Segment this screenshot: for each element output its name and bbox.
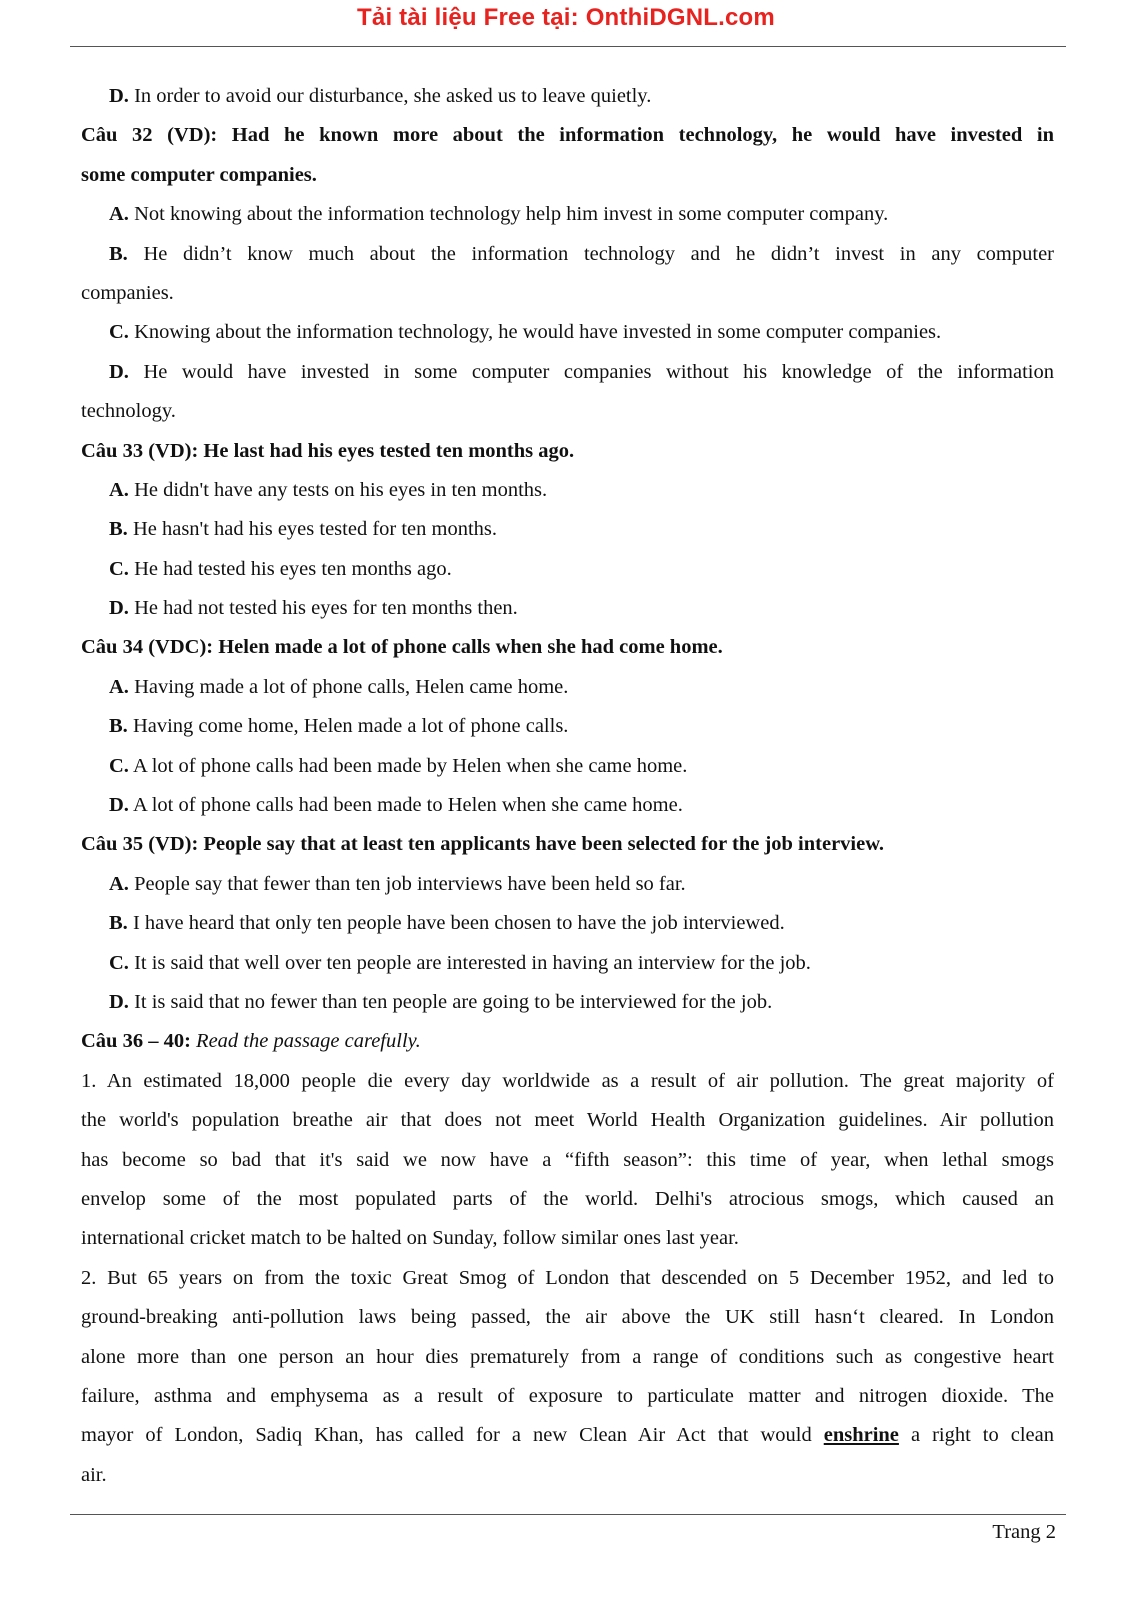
header-divider — [70, 46, 1066, 47]
option-label: C. — [109, 557, 129, 580]
option-label: A. — [109, 203, 129, 226]
option-text: He would have invested in some computer companies without his knowledge of the information — [143, 360, 1054, 383]
passage-p1-line: envelop some of the most populated parts of the world. Delhi's atrocious smogs, which caused an — [81, 1187, 1054, 1210]
q35-option-a — [81, 865, 1054, 904]
option-text: In order to avoid our disturbance, she asked us to leave quietly. — [134, 85, 652, 107]
option-label: A. — [109, 675, 129, 698]
option-label: B. — [109, 715, 128, 738]
q32-option-b — [81, 235, 1054, 274]
option-text: Having come home, Helen made a lot of phone calls. — [132, 715, 569, 738]
q33-option-c — [81, 550, 1054, 589]
option-text: Having made a lot of phone calls, Helen came home. — [134, 675, 569, 698]
q31-option-d — [81, 77, 1054, 116]
q34-option-d — [81, 786, 1054, 825]
option-text: He didn’t know much about the information technology and he didn’t invest in any computer — [143, 242, 1055, 265]
q35-stem: Câu 35 (VD): People say that at least ten applicants have been selected for the job interview. — [81, 833, 885, 856]
passage-p1-line: 1. An estimated 18,000 people die every day worldwide as a result of air pollution. The great majority of — [81, 1069, 1054, 1092]
option-label: B. — [109, 912, 128, 935]
option-label: A. — [109, 872, 129, 895]
q33-option-d — [81, 589, 1054, 628]
passage-text: a right to clean — [910, 1424, 1055, 1447]
site-header[interactable]: Tải tài liệu Free tại: OnthiDGNL.com — [357, 4, 775, 31]
option-text: He hasn't had his eyes tested for ten months. — [132, 518, 498, 541]
q35-option-c — [81, 944, 1054, 983]
option-label: C. — [109, 754, 129, 777]
q34-option-c — [81, 747, 1054, 786]
q32-option-d — [81, 353, 1054, 392]
passage-p2-line: ground-breaking anti-pollution laws being passed, the air above the UK still hasn‘t cleared. In London — [81, 1306, 1054, 1329]
page-number: Trang 2 — [992, 1521, 1056, 1543]
q33-option-b — [81, 510, 1054, 549]
option-label: D. — [109, 597, 129, 620]
passage-p2-line — [81, 1416, 1054, 1455]
q33-stem: Câu 33 (VD): He last had his eyes tested ten months ago. — [81, 439, 575, 462]
option-text: It is said that well over ten people are interested in having an interview for the job. — [134, 951, 811, 974]
passage-p2-line: 2. But 65 years on from the toxic Great Smog of London that descended on 5 December 1952, and led to — [81, 1266, 1054, 1289]
q34-option-a — [81, 668, 1054, 707]
q34-option-b — [81, 707, 1054, 746]
passage-intro-label: Câu 36 – 40: — [81, 1030, 191, 1053]
option-text: It is said that no fewer than ten people are going to be interviewed for the job. — [134, 990, 773, 1013]
passage-p2-line: alone more than one person an hour dies prematurely from a range of conditions such as congestive heart — [81, 1345, 1054, 1368]
q32-option-c — [81, 313, 1054, 352]
passage-p2-line: failure, asthma and emphysema as a result of exposure to particulate matter and nitrogen dioxide. The — [81, 1384, 1054, 1407]
passage-keyword-enshrine: enshrine — [823, 1424, 899, 1447]
q34-stem: Câu 34 (VDC): Helen made a lot of phone calls when she had come home. — [81, 636, 723, 659]
passage-intro — [81, 1022, 1054, 1061]
option-label: C. — [109, 951, 129, 974]
option-text: He didn't have any tests on his eyes in ten months. — [134, 478, 548, 501]
passage-intro-text: Read the passage carefully. — [196, 1030, 421, 1053]
q32-stem-line-2: some computer companies. — [81, 163, 317, 186]
passage-p1-line: has become so bad that it's said we now have a “fifth season”: this time of year, when lethal smogs — [81, 1148, 1054, 1171]
option-text: People say that fewer than ten job interviews have been held so far. — [134, 872, 686, 895]
option-text: He had tested his eyes ten months ago. — [134, 557, 452, 580]
option-label: C. — [109, 321, 129, 344]
option-label: B. — [109, 242, 128, 265]
option-label: A. — [109, 478, 129, 501]
option-text: A lot of phone calls had been made by Helen when she came home. — [132, 754, 688, 777]
passage-p1-line: the world's population breathe air that does not meet World Health Organization guidelines. Air pollution — [81, 1109, 1054, 1132]
option-label: D. — [109, 360, 129, 383]
option-label: D. — [109, 990, 129, 1013]
passage-text: mayor of London, Sadiq Khan, has called for a new Clean Air Act that would — [81, 1424, 812, 1447]
option-text: He had not tested his eyes for ten months then. — [134, 597, 518, 620]
q32-option-a — [81, 195, 1054, 234]
q35-option-d — [81, 983, 1054, 1022]
option-label: D. — [109, 85, 129, 107]
q33-option-a — [81, 471, 1054, 510]
option-text: Knowing about the information technology, he would have invested in some computer companies. — [134, 321, 942, 344]
passage-p2-line: air. — [81, 1463, 107, 1486]
option-label: B. — [109, 518, 128, 541]
option-text: I have heard that only ten people have been chosen to have the job interviewed. — [132, 912, 785, 935]
option-text: Not knowing about the information technology help him invest in some computer company. — [134, 203, 889, 226]
q32-option-b-cont: companies. — [81, 281, 174, 304]
footer-divider — [70, 1514, 1066, 1515]
document-body — [81, 77, 1054, 1495]
passage-p1-line: international cricket match to be halted on Sunday, follow similar ones last year. — [81, 1227, 739, 1250]
q32-option-d-cont: technology. — [81, 400, 176, 423]
q35-option-b — [81, 904, 1054, 943]
q32-stem-line-1: Câu 32 (VD): Had he known more about the information technology, he would have invested in — [81, 124, 1054, 147]
option-text: A lot of phone calls had been made to Helen when she came home. — [132, 794, 683, 817]
option-label: D. — [109, 794, 129, 817]
